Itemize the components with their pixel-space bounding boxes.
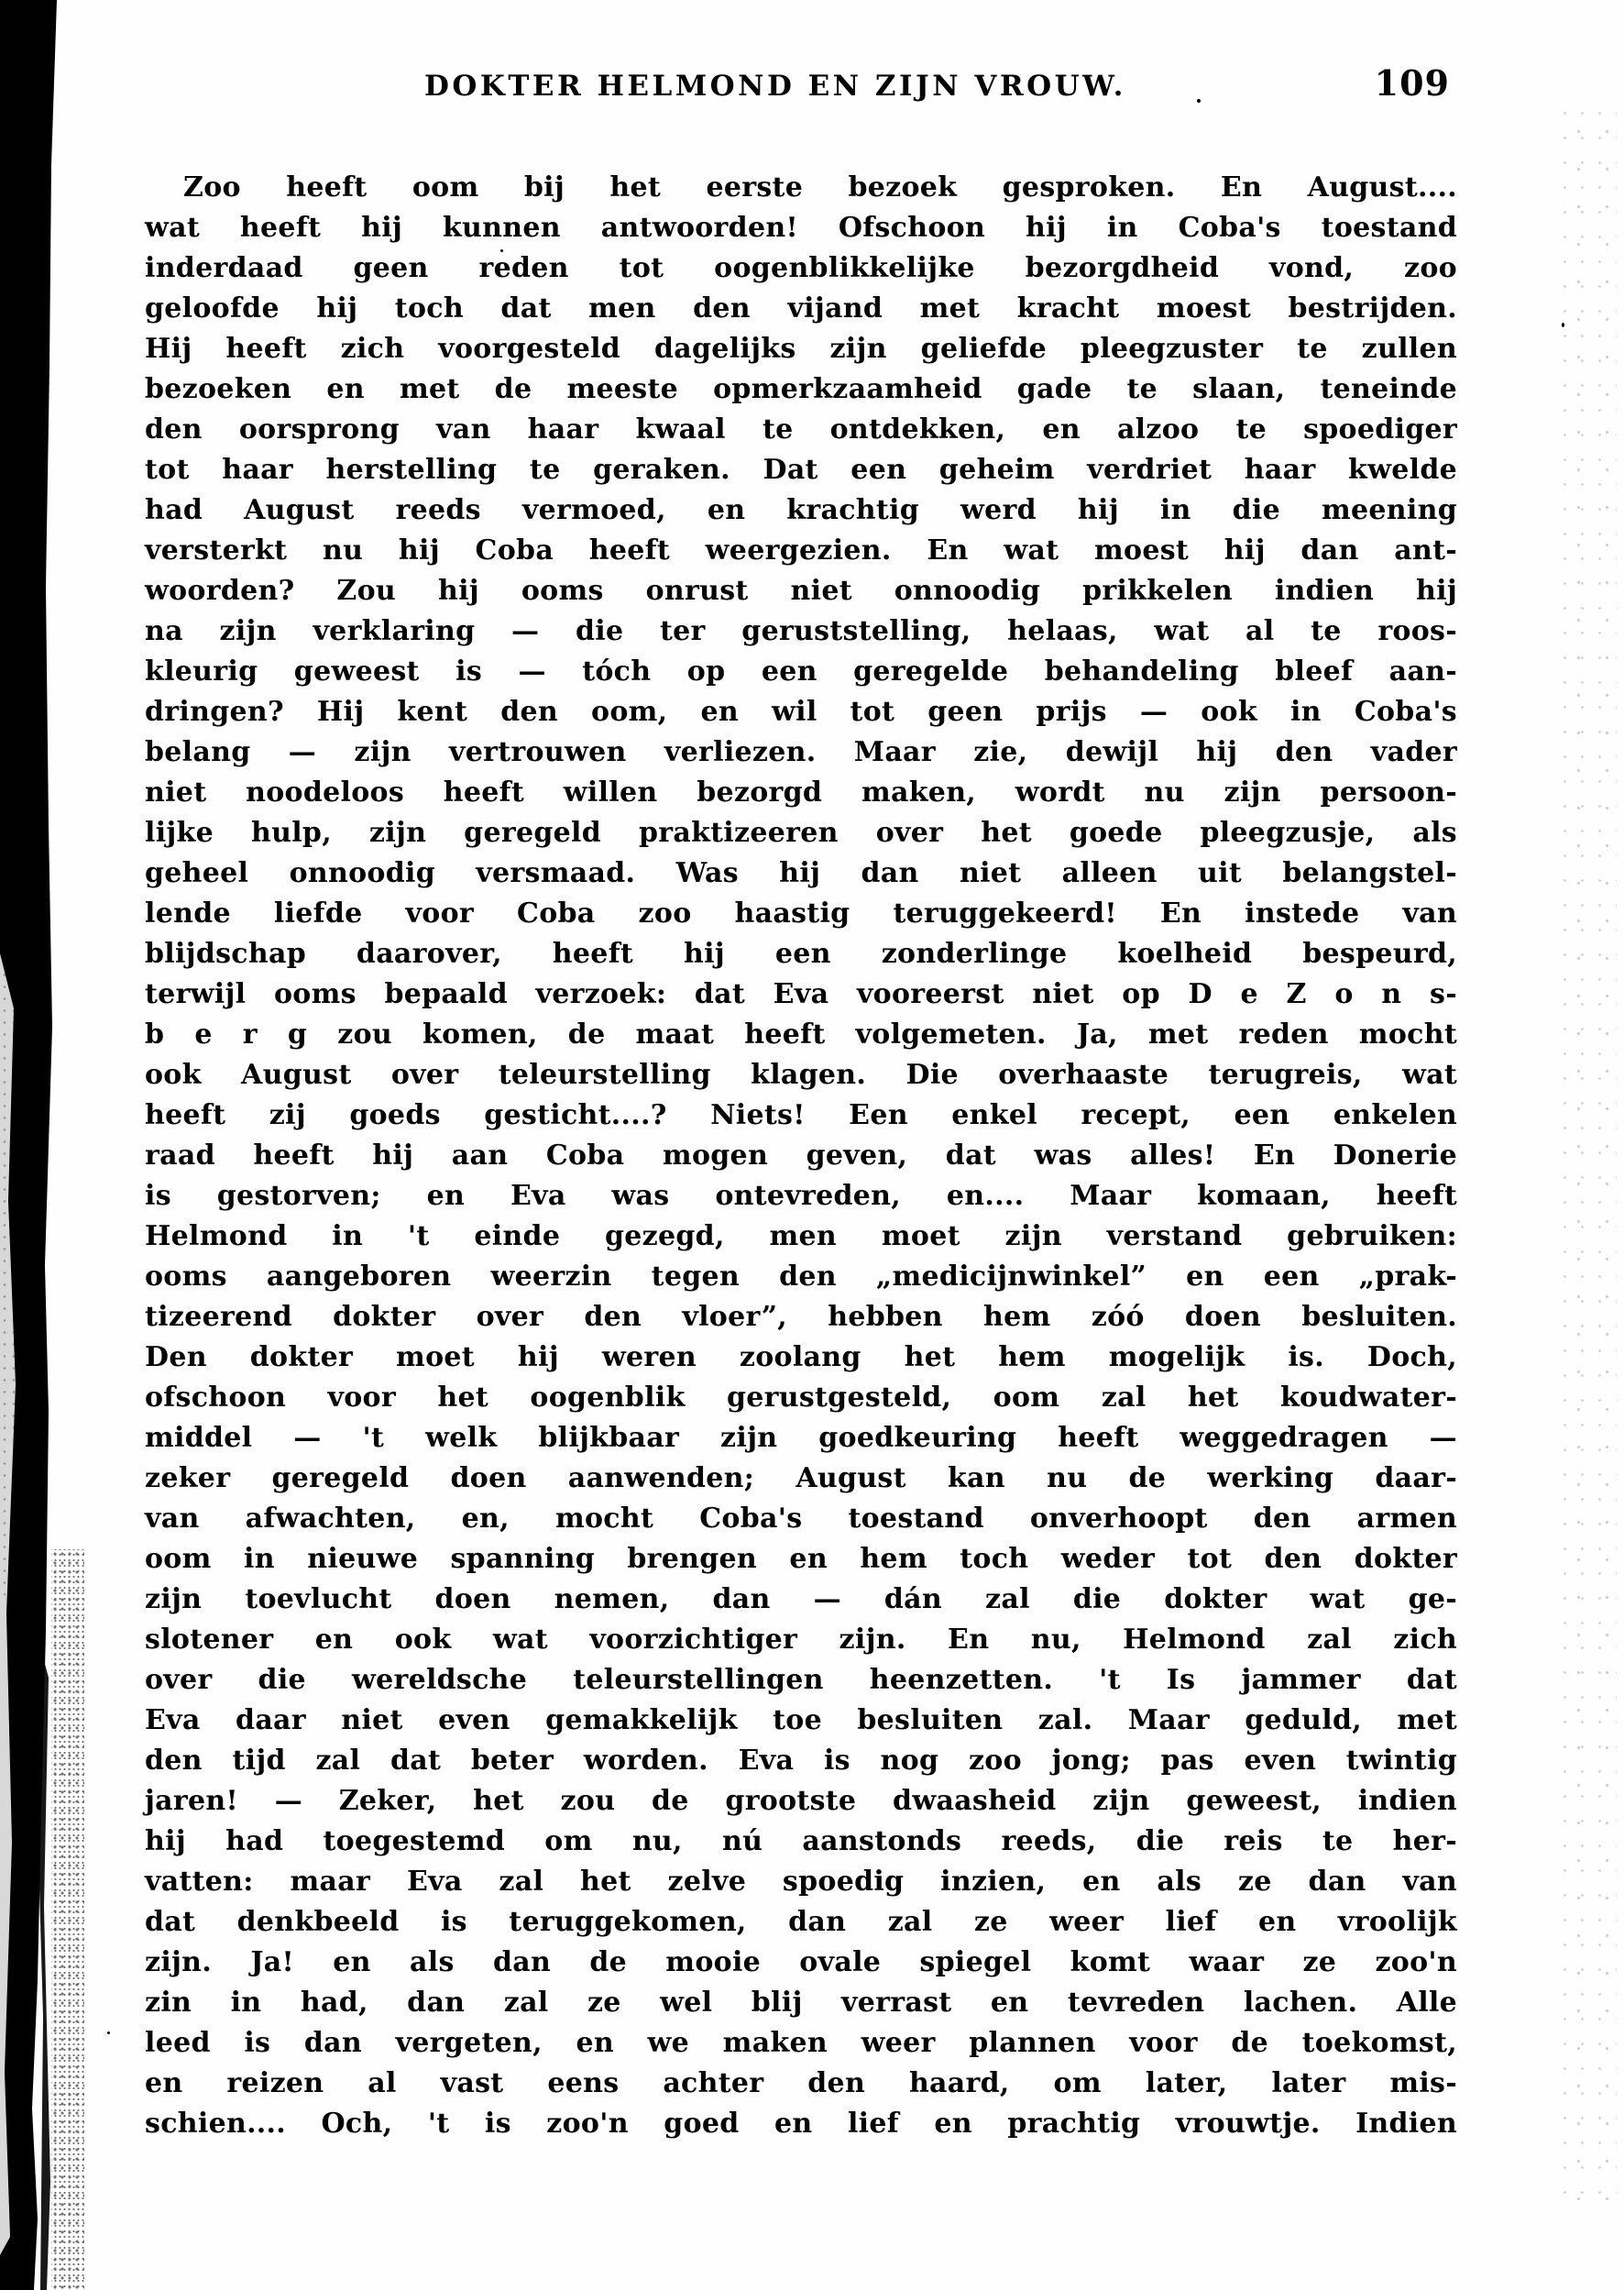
body-text-block <box>145 168 1457 2144</box>
text-line: wat heeft hij kunnen antwoorden! Ofschoon hij in Coba's toestand <box>145 212 1457 244</box>
text-line: lende liefde voor Coba zoo haastig teruggekeerd! En instede van <box>145 897 1457 930</box>
text-line: na zijn verklaring — die ter geruststelling, helaas, wat al te roos- <box>145 615 1457 647</box>
text-line: geheel onnoodig versmaad. Was hij dan niet alleen uit belangstel- <box>145 857 1457 889</box>
text-line: geloofde hij toch dat men den vijand met kracht moest bestrijden. <box>145 292 1457 325</box>
text-line: Zoo heeft oom bij het eerste bezoek gesproken. En August.... <box>183 171 1457 204</box>
ink-speck <box>1562 323 1564 327</box>
text-line: den tijd zal dat beter worden. Eva is nog zoo jong; pas even twintig <box>145 1745 1457 1777</box>
text-line: oom in nieuwe spanning brengen en hem toch weder tot den dokter <box>145 1543 1457 1575</box>
text-line: blijdschap daarover, heeft hij een zonderlinge koelheid bespeurd, <box>145 938 1457 970</box>
running-header <box>145 70 1457 103</box>
text-line: b e r g zou komen, de maat heeft volgemeten. Ja, met reden mocht <box>145 1018 1457 1051</box>
text-line: jaren! — Zeker, het zou de grootste dwaasheid zijn geweest, indien <box>145 1785 1457 1817</box>
text-line: ofschoon voor het oogenblik gerustgesteld, oom zal het koudwater- <box>145 1382 1457 1414</box>
scan-noise-right-margin <box>1556 101 1617 2209</box>
text-line: ook August over teleurstelling klagen. Die overhaaste terugreis, wat <box>145 1059 1457 1091</box>
text-line: zijn. Ja! en als dan de mooie ovale spiegel komt waar ze zoo'n <box>145 1946 1457 1978</box>
text-line: vatten: maar Eva zal het zelve spoedig inzien, en als ze dan van <box>145 1866 1457 1898</box>
text-line: zin in had, dan zal ze wel blij verrast en tevreden lachen. Alle <box>145 1987 1457 2019</box>
text-line: lijke hulp, zijn geregeld praktizeeren over het goede pleegzusje, als <box>145 817 1457 849</box>
text-line: tot haar herstelling te geraken. Dat een geheim verdriet haar kwelde <box>145 454 1457 486</box>
text-line: zeker geregeld doen aanwenden; August kan nu de werking daar- <box>145 1462 1457 1494</box>
text-line: slotener en ook wat voorzichtiger zijn. En nu, Helmond zal zich <box>145 1624 1457 1656</box>
text-line: is gestorven; en Eva was ontevreden, en.... Maar komaan, heeft <box>145 1180 1457 1212</box>
text-line: Helmond in 't einde gezegd, men moet zijn verstand gebruiken: <box>145 1220 1457 1252</box>
text-line: en reizen al vast eens achter den haard, om later, later mis- <box>145 2067 1457 2099</box>
ink-speck <box>107 2031 110 2034</box>
text-line: dat denkbeeld is teruggekomen, dan zal ze weer lief en vroolijk <box>145 1906 1457 1938</box>
text-line: bezoeken en met de meeste opmerkzaamheid gade te slaan, teneinde <box>145 373 1457 405</box>
text-line: zijn toevlucht doen nemen, dan — dán zal die dokter wat ge- <box>145 1583 1457 1615</box>
text-line: Den dokter moet hij weren zoolang het hem mogelijk is. Doch, <box>145 1341 1457 1373</box>
text-line: tizeerend dokter over den vloer”, hebben hem zóó doen besluiten. <box>145 1301 1457 1333</box>
text-line: Eva daar niet even gemakkelijk toe besluiten zal. Maar geduld, met <box>145 1704 1457 1736</box>
text-line: over die wereldsche teleurstellingen heenzetten. 't Is jammer dat <box>145 1664 1457 1696</box>
text-line: ooms aangeboren weerzin tegen den „medicijnwinkel” en een „prak- <box>145 1261 1457 1293</box>
binding-shadow-artifact <box>0 0 92 2290</box>
text-line: terwijl ooms bepaald verzoek: dat Eva vooreerst niet op D e Z o n s- <box>145 978 1457 1010</box>
text-line: Hij heeft zich voorgesteld dagelijks zijn geliefde pleegzuster te zullen <box>145 333 1457 365</box>
text-line: leed is dan vergeten, en we maken weer plannen voor de toekomst, <box>145 2027 1457 2059</box>
text-line: inderdaad geen reden tot oogenblikkelijke bezorgdheid vond, zoo <box>145 252 1457 284</box>
text-line: den oorsprong van haar kwaal te ontdekken, en alzoo te spoediger <box>145 413 1457 446</box>
text-line: raad heeft hij aan Coba mogen geven, dat was alles! En Donerie <box>145 1139 1457 1172</box>
text-line: dringen? Hij kent den oom, en wil tot geen prijs — ook in Coba's <box>145 696 1457 728</box>
text-line: hij had toegestemd om nu, nú aanstonds reeds, die reis te her- <box>145 1825 1457 1857</box>
text-line: woorden? Zou hij ooms onrust niet onnoodig prikkelen indien hij <box>145 575 1457 607</box>
text-line: belang — zijn vertrouwen verliezen. Maar zie, dewijl hij den vader <box>145 736 1457 768</box>
text-line: versterkt nu hij Coba heeft weergezien. En wat moest hij dan ant- <box>145 534 1457 567</box>
text-line: middel — 't welk blijkbaar zijn goedkeuring heeft weggedragen — <box>145 1422 1457 1454</box>
page-number: 109 <box>1374 62 1450 104</box>
text-line: niet noodeloos heeft willen bezorgd maken, wordt nu zijn persoon- <box>145 776 1457 809</box>
text-line: van afwachten, en, mocht Coba's toestand onverhoopt den armen <box>145 1503 1457 1535</box>
text-line: heeft zij goeds gesticht....? Niets! Een enkel recept, een enkelen <box>145 1099 1457 1131</box>
text-line: kleurig geweest is — tóch op een geregelde behandeling bleef aan- <box>145 655 1457 688</box>
running-header-title: DOKTER HELMOND EN ZIJN VROUW. <box>424 70 1126 103</box>
text-line: schien.... Och, 't is zoo'n goed en lief en prachtig vrouwtje. Indien <box>145 2108 1457 2140</box>
text-line: had August reeds vermoed, en krachtig werd hij in die meening <box>145 494 1457 526</box>
